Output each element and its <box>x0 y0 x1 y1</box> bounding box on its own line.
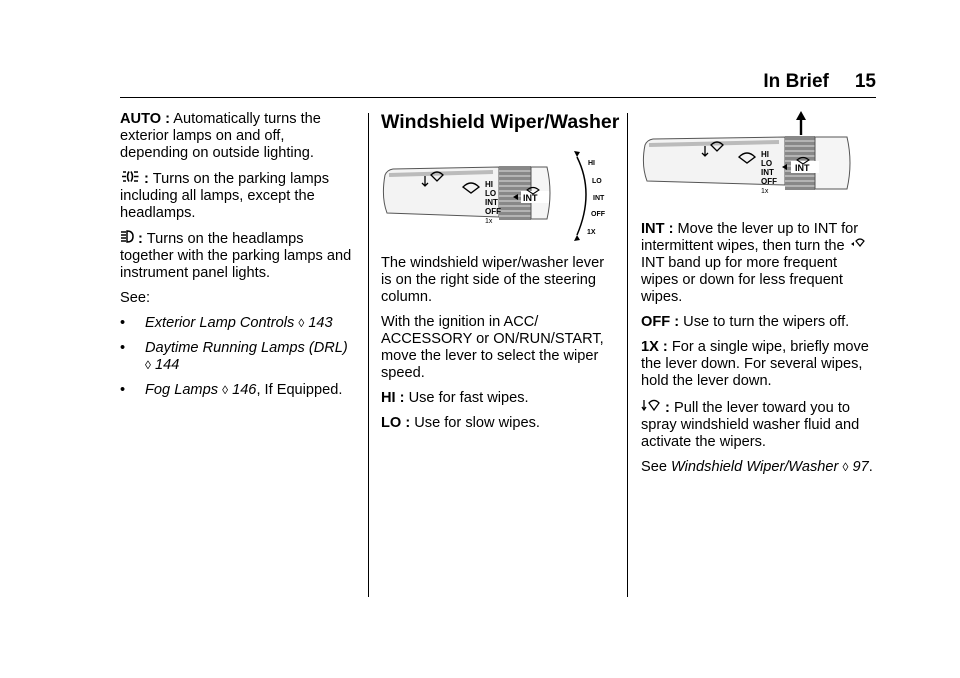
headlamp-entry: : Turns on the headlamps together with the parking lamps and instrument panel lights. <box>120 231 352 281</box>
ref-page: 143 <box>308 315 333 331</box>
wiper-icon <box>849 238 865 255</box>
onex-term: 1X : <box>641 339 668 355</box>
left-column <box>120 111 356 407</box>
auto-entry <box>120 111 356 162</box>
ignition-paragraph: With the ignition in ACC/ ACCESSORY or ON/RUN/START, move the lever to select the wiper speed. <box>381 314 604 381</box>
hi-entry <box>381 390 617 407</box>
lever-label-int: INT <box>761 168 774 177</box>
washer-icon <box>641 398 661 417</box>
dial-label-int: INT <box>593 195 605 202</box>
int-desc-a: Move the lever up to INT for intermittent wipes, then turn the <box>641 221 859 254</box>
washer-desc: Pull the lever toward you to spray windshield washer fluid and activate the wipers. <box>641 400 860 450</box>
headlamp-desc: Turns on the headlamps together with the parking lamps and instrument panel lights. <box>120 231 352 281</box>
hi-desc: Use for fast wipes. <box>408 390 529 406</box>
header-rule <box>120 97 876 98</box>
lever-label-int: INT <box>485 198 498 207</box>
column-divider-right <box>627 113 628 597</box>
section-heading: Windshield Wiper/Washer <box>381 111 620 133</box>
off-entry <box>641 314 877 331</box>
lever-label-off: OFF <box>761 177 777 186</box>
dial-label-lo: LO <box>592 178 602 185</box>
lo-term: LO : <box>381 415 411 431</box>
ref-page: 146 <box>232 382 257 398</box>
wiper-band-illustration <box>641 111 855 207</box>
int-term: INT : <box>641 221 674 237</box>
ref-item[interactable]: • Fog Lamps ◊ 146, If Equipped. <box>120 382 343 398</box>
page-reference-icon: ◊ <box>145 358 151 372</box>
lever-label-1x: 1x <box>485 218 493 225</box>
ref-title: Fog Lamps <box>145 382 219 398</box>
auto-term: AUTO : <box>120 111 170 127</box>
page-reference-icon: ◊ <box>298 316 305 330</box>
ref-item[interactable]: • Exterior Lamp Controls ◊ 143 <box>120 315 333 331</box>
lever-label-lo: LO <box>485 189 497 198</box>
ref-item[interactable]: • Daytime Running Lamps (DRL) ◊ 144 <box>120 340 348 373</box>
middle-column <box>381 111 620 440</box>
dial-label-off: OFF <box>591 211 605 218</box>
lever-label-hi: HI <box>485 180 493 189</box>
see-title: Windshield Wiper/Washer <box>671 459 839 475</box>
dial-label-hi: HI <box>588 160 595 167</box>
ref-title: Exterior Lamp Controls <box>145 315 295 331</box>
lo-entry <box>381 415 617 432</box>
see-reference[interactable] <box>641 459 877 476</box>
ref-page: 144 <box>155 357 180 373</box>
section-title: In Brief <box>763 71 829 92</box>
lever-label-1x: 1x <box>761 188 769 195</box>
hi-term: HI : <box>381 390 405 406</box>
see-prefix: See <box>641 459 667 475</box>
ref-title: Daytime Running Lamps (DRL) <box>145 340 348 356</box>
onex-desc: For a single wipe, briefly move the lever down. For several wipes, hold the lever down. <box>641 339 869 389</box>
see-label: See: <box>120 290 151 306</box>
page-reference-icon: ◊ <box>842 460 849 474</box>
auto-desc: Automatically turns the exterior lamps on and off, depending on outside lighting. <box>120 111 321 161</box>
int-entry <box>641 221 877 306</box>
int-desc-b: INT band up for more frequent wipes or down for less frequent wipes. <box>641 255 843 305</box>
page-number: 15 <box>854 71 876 92</box>
column-divider-left <box>368 113 369 597</box>
wiper-lever-illustration <box>381 145 611 241</box>
headlamp-icon <box>120 230 134 248</box>
lever-label-hi: HI <box>761 150 769 159</box>
page-reference-icon: ◊ <box>222 383 229 397</box>
washer-entry: : Pull the lever toward you to spray windshield washer fluid and activate the wipers. <box>641 400 860 450</box>
lever-label-lo: LO <box>761 159 773 168</box>
parking-desc: Turns on the parking lamps including all lamps, except the headlamps. <box>120 171 330 221</box>
see-page: 97 <box>852 459 869 475</box>
band-label-int: INT <box>795 163 810 173</box>
dial-label-1x: 1X <box>587 229 596 236</box>
page-header <box>763 71 876 93</box>
onex-entry <box>641 339 877 390</box>
parking-lamp-icon <box>120 170 140 188</box>
off-desc: Use to turn the wipers off. <box>683 314 850 330</box>
off-term: OFF : <box>641 314 680 330</box>
lever-label-off: OFF <box>485 207 501 216</box>
intro-paragraph: The windshield wiper/washer lever is on the right side of the steering column. <box>381 255 605 305</box>
parking-entry: : Turns on the parking lamps including all lamps, except the headlamps. <box>120 171 330 221</box>
ref-extra: , If Equipped. <box>256 382 343 398</box>
lo-desc: Use for slow wipes. <box>414 415 540 431</box>
see-end: . <box>868 459 873 475</box>
band-label-int: INT <box>523 193 538 203</box>
right-column <box>641 111 877 484</box>
